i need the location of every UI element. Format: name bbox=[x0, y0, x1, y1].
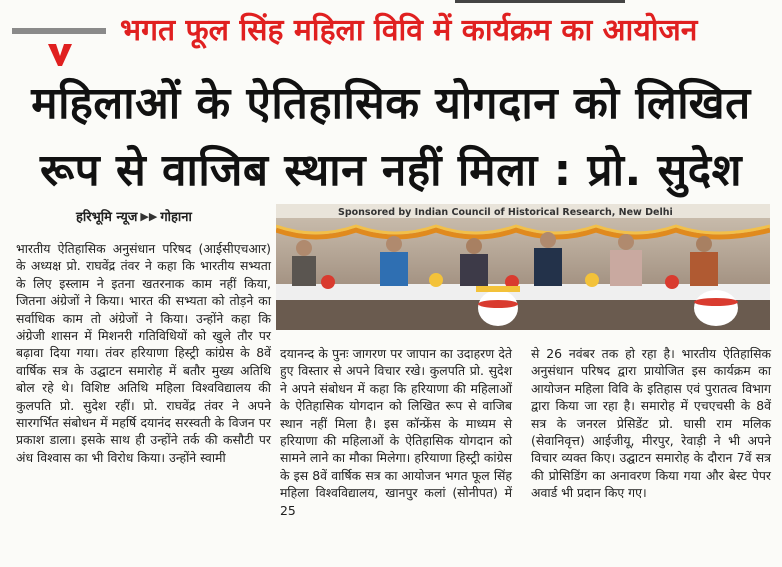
sponsor-banner-text: Sponsored by Indian Council of Historical Research, New Delhi bbox=[338, 207, 673, 218]
byline-place: गोहाना bbox=[160, 210, 192, 225]
byline-arrows: ▶▶ bbox=[140, 209, 158, 223]
stage-photo-illustration bbox=[276, 204, 770, 330]
v-chevron-icon bbox=[46, 40, 74, 68]
top-edge-strip bbox=[455, 0, 625, 3]
kicker-headline: भगत फूल सिंह महिला विवि में कार्यक्रम का आयोजन bbox=[120, 13, 698, 48]
main-headline-line-2: रूप से वाजिब स्थान नहीं मिला : प्रो. सुदेश bbox=[39, 145, 743, 196]
decorated-pot bbox=[694, 290, 738, 326]
event-photo bbox=[276, 204, 770, 330]
main-headline-line-1: महिलाओं के ऐतिहासिक योगदान को लिखित bbox=[31, 78, 751, 129]
article-column-2: दयानन्द के पुनः जागरण पर जापान का उदाहरण देते हुए विस्तार से अपने विचार रखे। कुलपति प्रो. सुदेश ने अपने संबोधन में कहा कि हरियाणा की महिलाओं के ऐतिहासिक योगदान को लिखित रूप से वाजिब स्थान नहीं मिला है। इस कॉन्फ्रेंस के माध्यम से हरियाणा की महिलाओं के ऐतिहासिक योगदान को सामने लाने का मौका मिलेगा। हरियाणा हिस्ट्री कांग्रेस के इस 8वें वार्षिक सत्र का आयोजन भगत फूल सिंह महिला विश्वविद्यालय, खानपुर कलां (सोनीपत) में 25 bbox=[280, 346, 512, 518]
byline bbox=[76, 207, 192, 225]
article-column-1: भारतीय ऐतिहासिक अनुसंधान परिषद (आईसीएचआर) के अध्यक्ष प्रो. राघवेंद्र तंवर ने कहा कि भारतीय सभ्यता के लिए इस्लाम ने इतना खतरनाक काम नहीं किया, जितना अंग्रेजों ने किया। भारत की सभ्यता को तोड़ने का सर्वाधिक काम तो अंग्रेजों ने किया। उन्होंने कहा कि अंग्रेजी शासन में मिशनरी गतिविधियों को खुले तौर पर बढ़ावा दिया गया। तंवर हरियाणा हिस्ट्री कांग्रेस के 8वें वार्षिक सत्र के उद्घाटन समारोह में बतौर मुख्य अतिथि बोल रहे थे। विशिष्ट अतिथि महिला विश्वविद्यालय की कुलपति प्रो. सुदेश रहीं। प्रो. राघवेंद्र तंवर ने अपने सारगर्भित संबोधन में महर्षि दयानंद सरस्वती के विजन पर प्रकाश डाला। इसके साथ ही उन्होंने तर्क की कसौटी पर अंध विश्वास का भी विरोध किया। उन्होंने स्वामी bbox=[16, 241, 271, 465]
section-bar bbox=[12, 28, 106, 34]
article-column-3: से 26 नवंबर तक हो रहा है। भारतीय ऐतिहासिक अनुसंधान परिषद द्वारा प्रायोजित इस कार्यक्रम का आयोजन महिला विवि के इतिहास एवं पुरातत्व विभाग द्वारा किया जा रहा है। समारोह में एचएचसी के 8वें सत्र के जनरल प्रेसिडेंट प्रो. घासी राम मलिक (सेवानिवृत्त) आईजीयू, मीरपुर, रेवाड़ी ने भी अपने विचार व्यक्त किए। उद्घाटन समारोह के दौरान 7वें सत्र की प्रोसिडिंग का अनावरण किया गया और बेस्ट पेपर अवार्ड भी प्रदान किए गए। bbox=[531, 346, 771, 501]
byline-source: हरिभूमि न्यूज bbox=[76, 210, 138, 225]
